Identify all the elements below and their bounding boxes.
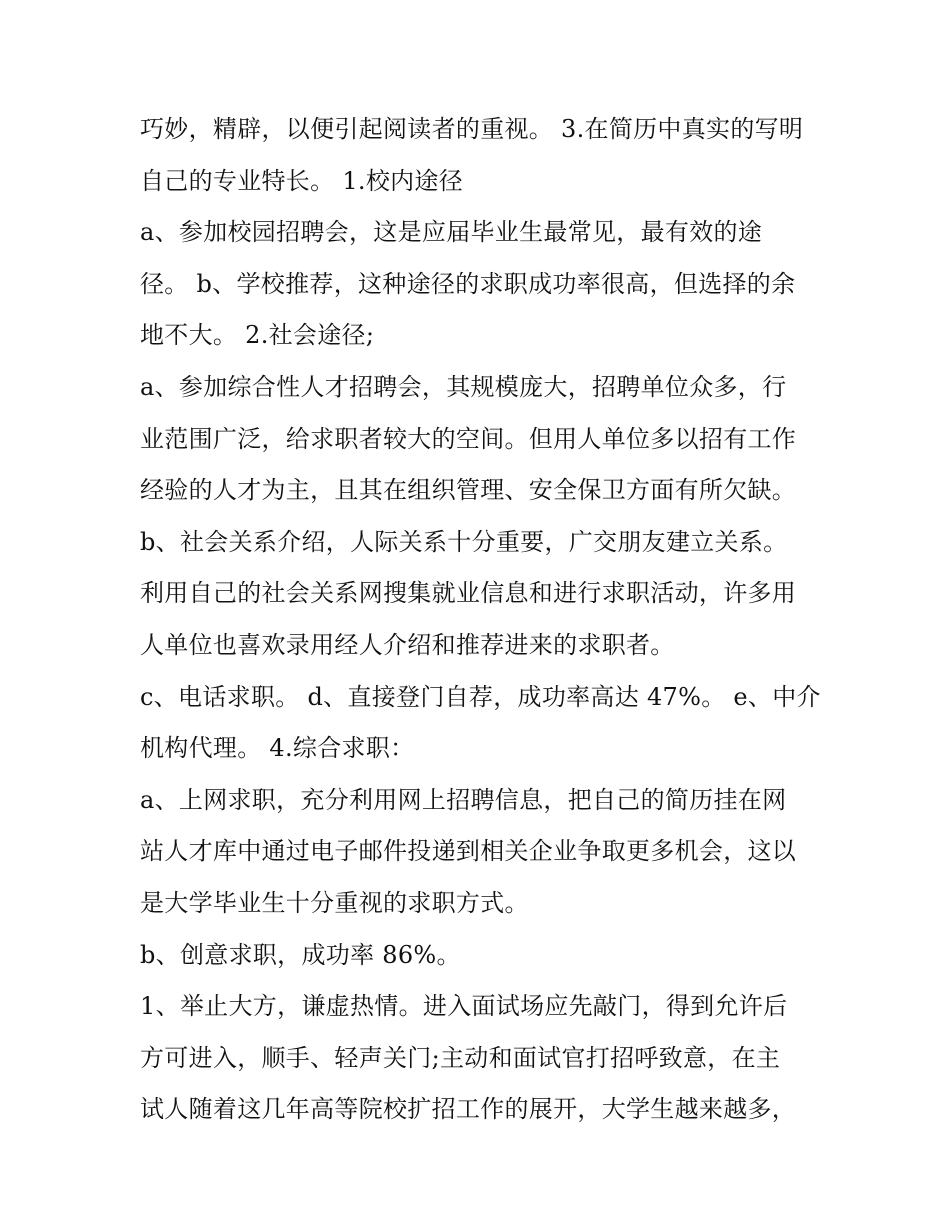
text-line: 地不大。 2.社会途径; bbox=[140, 321, 375, 350]
text-line: 是大学毕业生十分重视的求职方式。 bbox=[140, 888, 529, 917]
text-line: 业范围广泛，给求职者较大的空间。但用人单位多以招有工作 bbox=[140, 424, 797, 453]
text-line: 站人才库中通过电子邮件投递到相关企业争取更多机会，这以 bbox=[140, 837, 797, 866]
text-line: 巧妙，精辟，以便引起阅读者的重视。 3.在简历中真实的写明 bbox=[140, 115, 804, 143]
text-line: b、社会关系介绍，人际关系十分重要，广交朋友建立关系。 bbox=[140, 527, 788, 556]
text-line: a、参加校园招聘会，这是应届毕业生最常见，最有效的途 bbox=[140, 218, 763, 247]
text-line: 试人随着这几年高等院校扩招工作的展开，大学生越来越多， bbox=[140, 1095, 797, 1124]
text-line: 机构代理。 4.综合求职： bbox=[140, 734, 415, 763]
text-line: a、上网求职，充分利用网上招聘信息，把自己的简历挂在网 bbox=[140, 785, 787, 814]
text-line: 自己的专业特长。 1.校内途径 bbox=[140, 166, 464, 195]
text-line: c、电话求职。 d、直接登门自荐，成功率高达 47%。 e、中介 bbox=[140, 682, 821, 711]
text-line: 人单位也喜欢录用经人介绍和推荐进来的求职者。 bbox=[140, 630, 675, 659]
text-line: 方可进入，顺手、轻声关门;主动和面试官打招呼致意，在主 bbox=[140, 1043, 781, 1072]
text-line: 利用自己的社会关系网搜集就业信息和进行求职活动，许多用 bbox=[140, 579, 797, 608]
text-line: 径。 b、学校推荐，这种途径的求职成功率很高，但选择的余 bbox=[140, 269, 796, 298]
text-line: a、参加综合性人才招聘会，其规模庞大，招聘单位众多，行 bbox=[140, 372, 787, 401]
text-line: b、创意求职，成功率 86%。 bbox=[140, 940, 461, 969]
text-line: 经验的人才为主，且其在组织管理、安全保卫方面有所欠缺。 bbox=[140, 476, 797, 505]
body-text bbox=[140, 104, 820, 1136]
text-line: 1、举止大方，谦虚热情。进入面试场应先敲门，得到允许后 bbox=[140, 992, 788, 1021]
